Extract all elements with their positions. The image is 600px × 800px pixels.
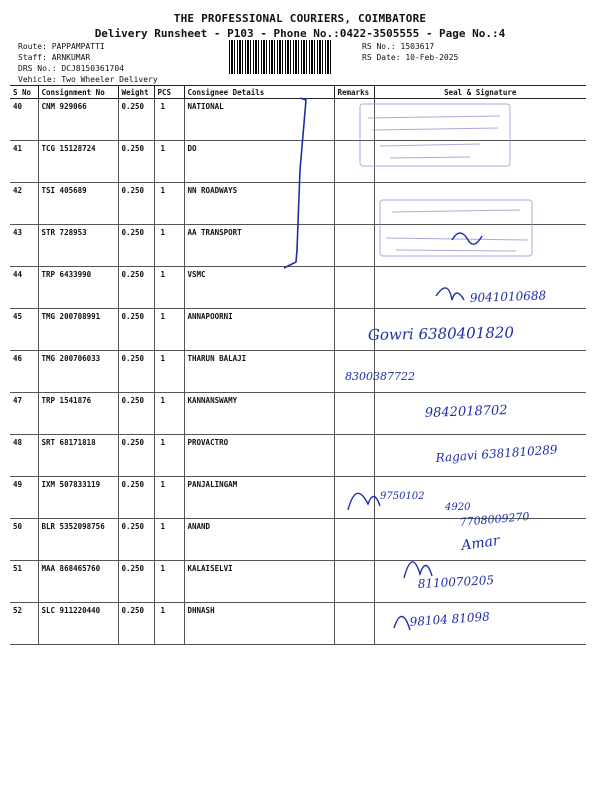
cell-sno: 50 — [10, 519, 38, 561]
handwritten-sig-50: 7708009270 — [459, 509, 530, 529]
col-remarks: Remarks — [334, 86, 374, 99]
cell-sig — [374, 603, 586, 645]
table-row — [10, 561, 586, 603]
cell-consignee: VSMC — [184, 267, 334, 309]
runsheet-meta-right — [362, 41, 458, 63]
cell-remarks — [334, 141, 374, 183]
cell-sig — [374, 351, 586, 393]
cell-weight: 0.250 — [118, 309, 154, 351]
table-row — [10, 477, 586, 519]
cell-consignment: TMG 200706033 — [38, 351, 118, 393]
cell-consignment: TSI 405689 — [38, 183, 118, 225]
cell-pcs: 1 — [154, 141, 184, 183]
col-pcs: PCS — [154, 86, 184, 99]
col-weight: Weight — [118, 86, 154, 99]
col-signature: Seal & Signature — [374, 86, 586, 99]
cell-remarks — [334, 309, 374, 351]
handwritten-sig-52: 98104 81098 — [409, 609, 491, 629]
cell-consignment: MAA 868465760 — [38, 561, 118, 603]
rs-number: RS No.: 1503617 — [362, 42, 435, 51]
table-row — [10, 183, 586, 225]
cell-sig — [374, 477, 586, 519]
table-row — [10, 309, 586, 351]
cell-remarks — [334, 435, 374, 477]
cell-sno: 52 — [10, 603, 38, 645]
cell-pcs: 1 — [154, 477, 184, 519]
cell-consignee: ANAND — [184, 519, 334, 561]
cell-sig — [374, 561, 586, 603]
cell-remarks — [334, 561, 374, 603]
table-row — [10, 435, 586, 477]
cell-consignment: TRP 1541876 — [38, 393, 118, 435]
col-sno: S No — [10, 86, 38, 99]
cell-sig — [374, 141, 586, 183]
cell-consignment: TRP 6433990 — [38, 267, 118, 309]
cell-consignment: BLR 5352098756 — [38, 519, 118, 561]
cell-sno: 42 — [10, 183, 38, 225]
cell-weight: 0.250 — [118, 393, 154, 435]
cell-sno: 48 — [10, 435, 38, 477]
cell-remarks — [334, 519, 374, 561]
handwritten-sig-51: 8110070205 — [417, 573, 495, 591]
handwritten-sig-47: 9842018702 — [424, 403, 508, 421]
handwritten-sig-46: 8300387722 — [345, 370, 415, 383]
cell-pcs: 1 — [154, 435, 184, 477]
cell-remarks — [334, 99, 374, 141]
cell-remarks — [334, 225, 374, 267]
cell-pcs: 1 — [154, 519, 184, 561]
cell-remarks — [334, 183, 374, 225]
handwritten-sig-48: Ragavi 6381810289 — [435, 442, 559, 465]
cell-sig — [374, 99, 586, 141]
rs-date: RS Date: 10-Feb-2025 — [362, 53, 459, 62]
drs-number: DRS No.: DCJ8150361704 — [18, 64, 124, 73]
cell-pcs: 1 — [154, 225, 184, 267]
cell-remarks — [334, 477, 374, 519]
vehicle-label: Vehicle: Two Wheeler Delivery — [18, 75, 158, 84]
staff-label: Staff: ARNKUMAR — [18, 53, 91, 62]
cell-pcs: 1 — [154, 183, 184, 225]
cell-consignment: TMG 200708991 — [38, 309, 118, 351]
cell-sig — [374, 309, 586, 351]
cell-consignment: CNM 929066 — [38, 99, 118, 141]
cell-consignment: SRT 68171818 — [38, 435, 118, 477]
cell-weight: 0.250 — [118, 141, 154, 183]
handwritten-sig-50b: Amar — [460, 532, 501, 554]
cell-sno: 46 — [10, 351, 38, 393]
cell-weight: 0.250 — [118, 477, 154, 519]
table-row — [10, 603, 586, 645]
cell-sig — [374, 225, 586, 267]
cell-weight: 0.250 — [118, 183, 154, 225]
cell-pcs: 1 — [154, 99, 184, 141]
table-row — [10, 267, 586, 309]
cell-pcs: 1 — [154, 603, 184, 645]
runsheet-table — [10, 85, 586, 645]
cell-consignee: ANNAPOORNI — [184, 309, 334, 351]
cell-weight: 0.250 — [118, 561, 154, 603]
cell-consignment: IXM 507833119 — [38, 477, 118, 519]
cell-consignee: NATIONAL — [184, 99, 334, 141]
cell-weight: 0.250 — [118, 99, 154, 141]
cell-pcs: 1 — [154, 561, 184, 603]
cell-consignee: DO — [184, 141, 334, 183]
cell-consignee: KALAISELVI — [184, 561, 334, 603]
cell-sig — [374, 393, 586, 435]
cell-pcs: 1 — [154, 267, 184, 309]
cell-sno: 40 — [10, 99, 38, 141]
handwritten-sig-49b: 4920 — [445, 502, 471, 513]
cell-sno: 49 — [10, 477, 38, 519]
cell-sno: 51 — [10, 561, 38, 603]
table-row — [10, 99, 586, 141]
runsheet-meta-left — [18, 41, 158, 85]
cell-sno: 47 — [10, 393, 38, 435]
table-row — [10, 225, 586, 267]
cell-consignee: PANJALINGAM — [184, 477, 334, 519]
col-consignment: Consignment No — [38, 86, 118, 99]
runsheet-title: THE PROFESSIONAL COURIERS, COIMBATORE — [173, 12, 427, 25]
cell-remarks — [334, 603, 374, 645]
table-header-row — [10, 86, 586, 99]
table-row — [10, 141, 586, 183]
cell-sno: 44 — [10, 267, 38, 309]
handwritten-sig-49a: 9750102 — [380, 491, 425, 502]
barcode — [229, 40, 333, 74]
cell-weight: 0.250 — [118, 435, 154, 477]
cell-weight: 0.250 — [118, 603, 154, 645]
table-row — [10, 519, 586, 561]
runsheet-subtitle: Delivery Runsheet - P103 - Phone No.:0422-3505555 - Page No.:4 — [94, 27, 506, 40]
cell-consignee: NN ROADWAYS — [184, 183, 334, 225]
cell-remarks — [334, 393, 374, 435]
cell-sno: 41 — [10, 141, 38, 183]
cell-weight: 0.250 — [118, 225, 154, 267]
table-row — [10, 351, 586, 393]
cell-weight: 0.250 — [118, 519, 154, 561]
cell-consignee: DHNASH — [184, 603, 334, 645]
cell-sno: 43 — [10, 225, 38, 267]
route-label: Route: PAPPAMPATTI — [18, 42, 105, 51]
cell-pcs: 1 — [154, 351, 184, 393]
cell-consignment: STR 728953 — [38, 225, 118, 267]
cell-sig — [374, 519, 586, 561]
cell-consignee: PROVACTRO — [184, 435, 334, 477]
cell-pcs: 1 — [154, 393, 184, 435]
cell-weight: 0.250 — [118, 267, 154, 309]
cell-consignee: AA TRANSPORT — [184, 225, 334, 267]
cell-remarks — [334, 351, 374, 393]
cell-consignment: TCG 15128724 — [38, 141, 118, 183]
cell-sno: 45 — [10, 309, 38, 351]
col-consignee: Consignee Details — [184, 86, 334, 99]
cell-sig — [374, 267, 586, 309]
cell-consignment: SLC 911220440 — [38, 603, 118, 645]
handwritten-sig-45: Gowri 6380401820 — [367, 323, 515, 344]
cell-pcs: 1 — [154, 309, 184, 351]
cell-consignee: THARUN BALAJI — [184, 351, 334, 393]
handwritten-sig-44: 9041010688 — [469, 288, 547, 305]
cell-sig — [374, 183, 586, 225]
cell-consignee: KANNANSWAMY — [184, 393, 334, 435]
cell-weight: 0.250 — [118, 351, 154, 393]
cell-sig — [374, 435, 586, 477]
cell-remarks — [334, 267, 374, 309]
table-row — [10, 393, 586, 435]
